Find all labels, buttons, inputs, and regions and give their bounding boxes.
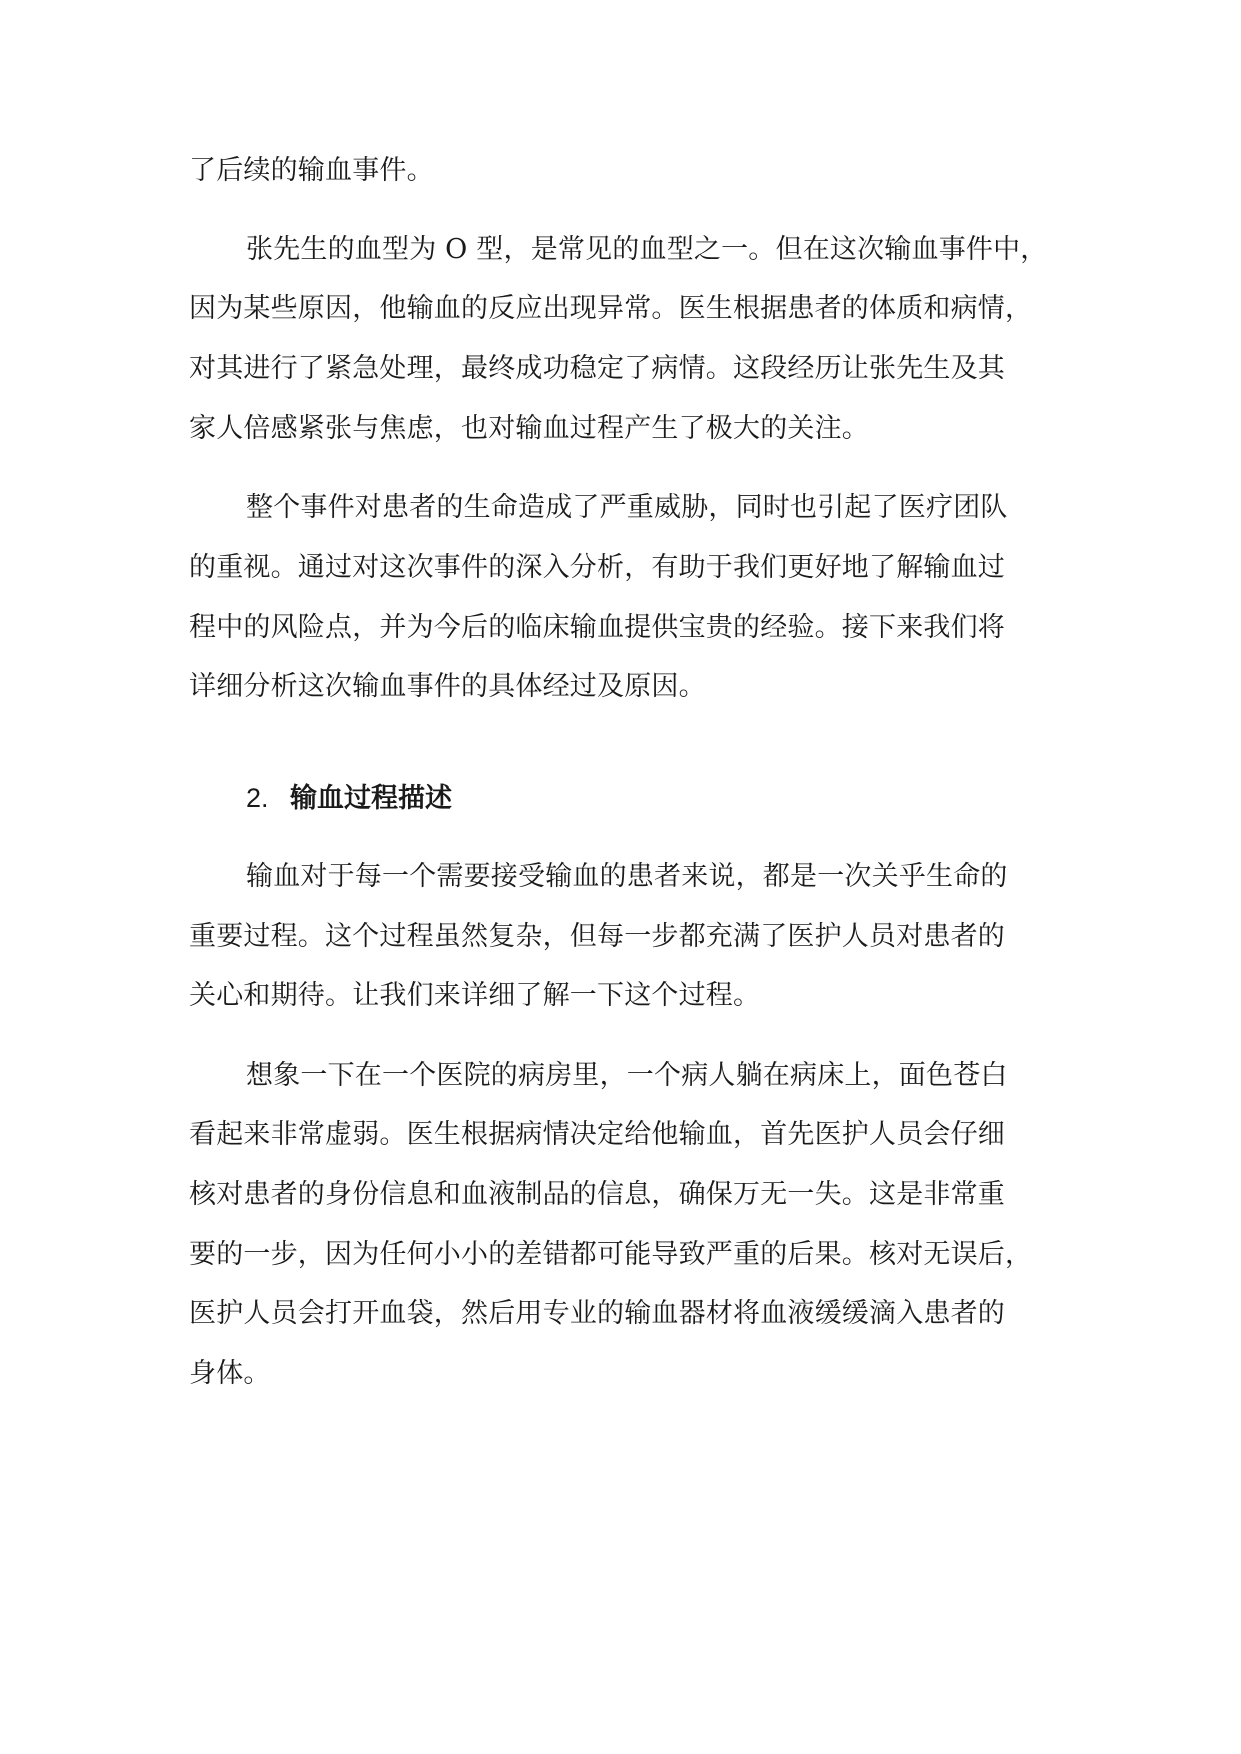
paragraph-line: 关心和期待。让我们来详细了解一下这个过程。 [189, 980, 761, 1011]
paragraph-line: 整个事件对患者的生命造成了严重威胁，同时也引起了医疗团队 [246, 492, 1008, 523]
paragraph-line: 的重视。通过对这次事件的深入分析，有助于我们更好地了解输血过 [189, 552, 1005, 583]
paragraph-line: 程中的风险点，并为今后的临床输血提供宝贵的经验。接下来我们将 [189, 612, 1005, 643]
paragraph-line: 核对患者的身份信息和血液制品的信息，确保万无一失。这是非常重 [189, 1179, 1005, 1210]
paragraph-line: 家人倍感紧张与焦虑，也对输血过程产生了极大的关注。 [189, 413, 869, 444]
section-title: 输血过程描述 [290, 783, 452, 814]
section-heading [246, 778, 452, 819]
paragraph-line: 输血对于每一个需要接受输血的患者来说，都是一次关乎生命的 [246, 861, 1008, 892]
paragraph-line: 要的一步，因为任何小小的差错都可能导致严重的后果。核对无误后， [189, 1239, 1033, 1270]
paragraph-line: 重要过程。这个过程虽然复杂，但每一步都充满了医护人员对患者的 [189, 921, 1005, 952]
section-number: 2. [246, 783, 269, 813]
paragraph-line: 张先生的血型为 O 型，是常见的血型之一。但在这次输血事件中， [246, 234, 1048, 265]
paragraph-line: 想象一下在一个医院的病房里，一个病人躺在病床上，面色苍白 [246, 1060, 1008, 1091]
paragraph-line: 了后续的输血事件。 [189, 155, 434, 186]
paragraph-line: 医护人员会打开血袋，然后用专业的输血器材将血液缓缓滴入患者的 [189, 1298, 1005, 1329]
paragraph-line: 对其进行了紧急处理，最终成功稳定了病情。这段经历让张先生及其 [189, 353, 1005, 384]
paragraph-line: 看起来非常虚弱。医生根据病情决定给他输血，首先医护人员会仔细 [189, 1119, 1005, 1150]
paragraph-line: 身体。 [189, 1358, 271, 1389]
paragraph-line: 因为某些原因，他输血的反应出现异常。医生根据患者的体质和病情， [189, 293, 1033, 324]
paragraph-line: 详细分析这次输血事件的具体经过及原因。 [189, 671, 706, 702]
